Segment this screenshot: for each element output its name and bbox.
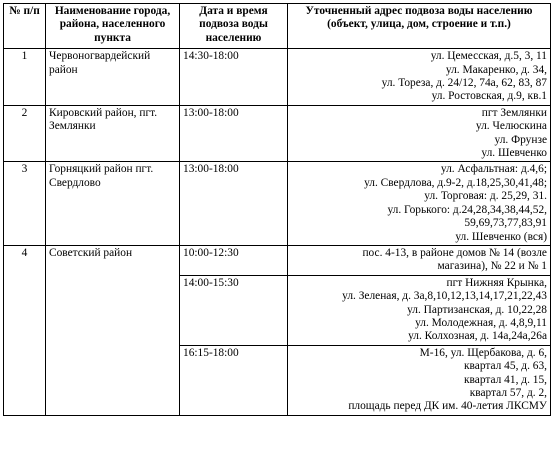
row-time: 16:15-18:00 [180, 345, 288, 415]
address-line: ул. Свердлова, д.9-2, д.18,25,30,41,48; [364, 176, 547, 189]
address-line: квартал 45, д. 63, [464, 360, 547, 373]
address-line: ул. Зеленая, д. 3а,8,10,12,13,14,17,21,22,43 [342, 290, 547, 303]
address-line: пгт Землянки [481, 106, 547, 119]
row-location: Червоногвардейский район [46, 49, 180, 106]
address-line: ул. Тореза, д. 24/12, 74а, 62, 83, 87 [381, 77, 547, 90]
address-line: М-16, ул. Щербакова, д. 6, [419, 346, 547, 359]
row-location: Кировский район, пгт. Землянки [46, 105, 180, 162]
address-line: ул. Челюскина [475, 120, 547, 133]
header-row [4, 4, 551, 49]
address-line: ул. Шевченко (вся) [455, 230, 547, 243]
address-line: ул. Колхозная, д. 14а,24а,26а [408, 330, 547, 343]
address-line: ул. Фрунзе [494, 133, 547, 146]
table-row [4, 245, 551, 275]
address-line: ул. Молодежная, д. 4,8,9,11 [415, 316, 547, 329]
address-line: квартал 41, д. 15, [464, 373, 547, 386]
address-line: ул. Макаренко, д. 34, [445, 63, 547, 76]
row-time: 14:30-18:00 [180, 49, 288, 106]
row-time: 10:00-12:30 [180, 245, 288, 275]
address-line: ул. Шевченко [481, 147, 547, 160]
address-line: ул. Партизанская, д. 10,22,28 [407, 303, 547, 316]
address-line: ул. Горького: д.24,28,34,38,44,52, [387, 203, 547, 216]
address-line: 59,69,73,77,83,91 [464, 217, 547, 230]
address-line: квартал 57, д. 2, [469, 386, 547, 399]
row-address [288, 49, 551, 106]
row-address [288, 162, 551, 245]
address-line: ул. Асфальтная: д.4,6; [440, 163, 547, 176]
water-schedule-table [3, 3, 551, 416]
header-num: № п/п [4, 4, 46, 49]
address-line: магазина), № 22 и № 1 [437, 260, 547, 273]
row-address [288, 245, 551, 275]
address-line: площадь перед ДК им. 40-летия ЛКСМУ [348, 400, 547, 413]
row-time: 14:00-15:30 [180, 275, 288, 345]
header-address: Уточненный адрес подвоза воды населению (объект, улица, дом, строение и т.п.) [288, 4, 551, 49]
row-address [288, 345, 551, 415]
address-line: ул. Цемесская, д.5, 3, 11 [430, 50, 547, 63]
row-address [288, 275, 551, 345]
header-name: Наименование города, района, населенного пункта [46, 4, 180, 49]
address-line: пос. 4-13, в районе домов № 14 (возле [362, 246, 547, 259]
row-location: Советский район [46, 245, 180, 415]
address-line: пгт Нижняя Крынка, [446, 276, 547, 289]
row-address [288, 105, 551, 162]
row-num: 2 [4, 105, 46, 162]
table-row [4, 162, 551, 245]
row-num: 3 [4, 162, 46, 245]
row-num: 1 [4, 49, 46, 106]
row-location: Горняцкий район пгт. Свердлово [46, 162, 180, 245]
address-line: ул. Ростовская, д.9, кв.1 [431, 90, 547, 103]
table-row [4, 49, 551, 106]
row-time: 13:00-18:00 [180, 162, 288, 245]
table-row [4, 105, 551, 162]
row-num: 4 [4, 245, 46, 415]
address-line: ул. Торговая: д. 25,29, 31. [424, 190, 547, 203]
header-time: Дата и время подвоза воды населению [180, 4, 288, 49]
row-time: 13:00-18:00 [180, 105, 288, 162]
